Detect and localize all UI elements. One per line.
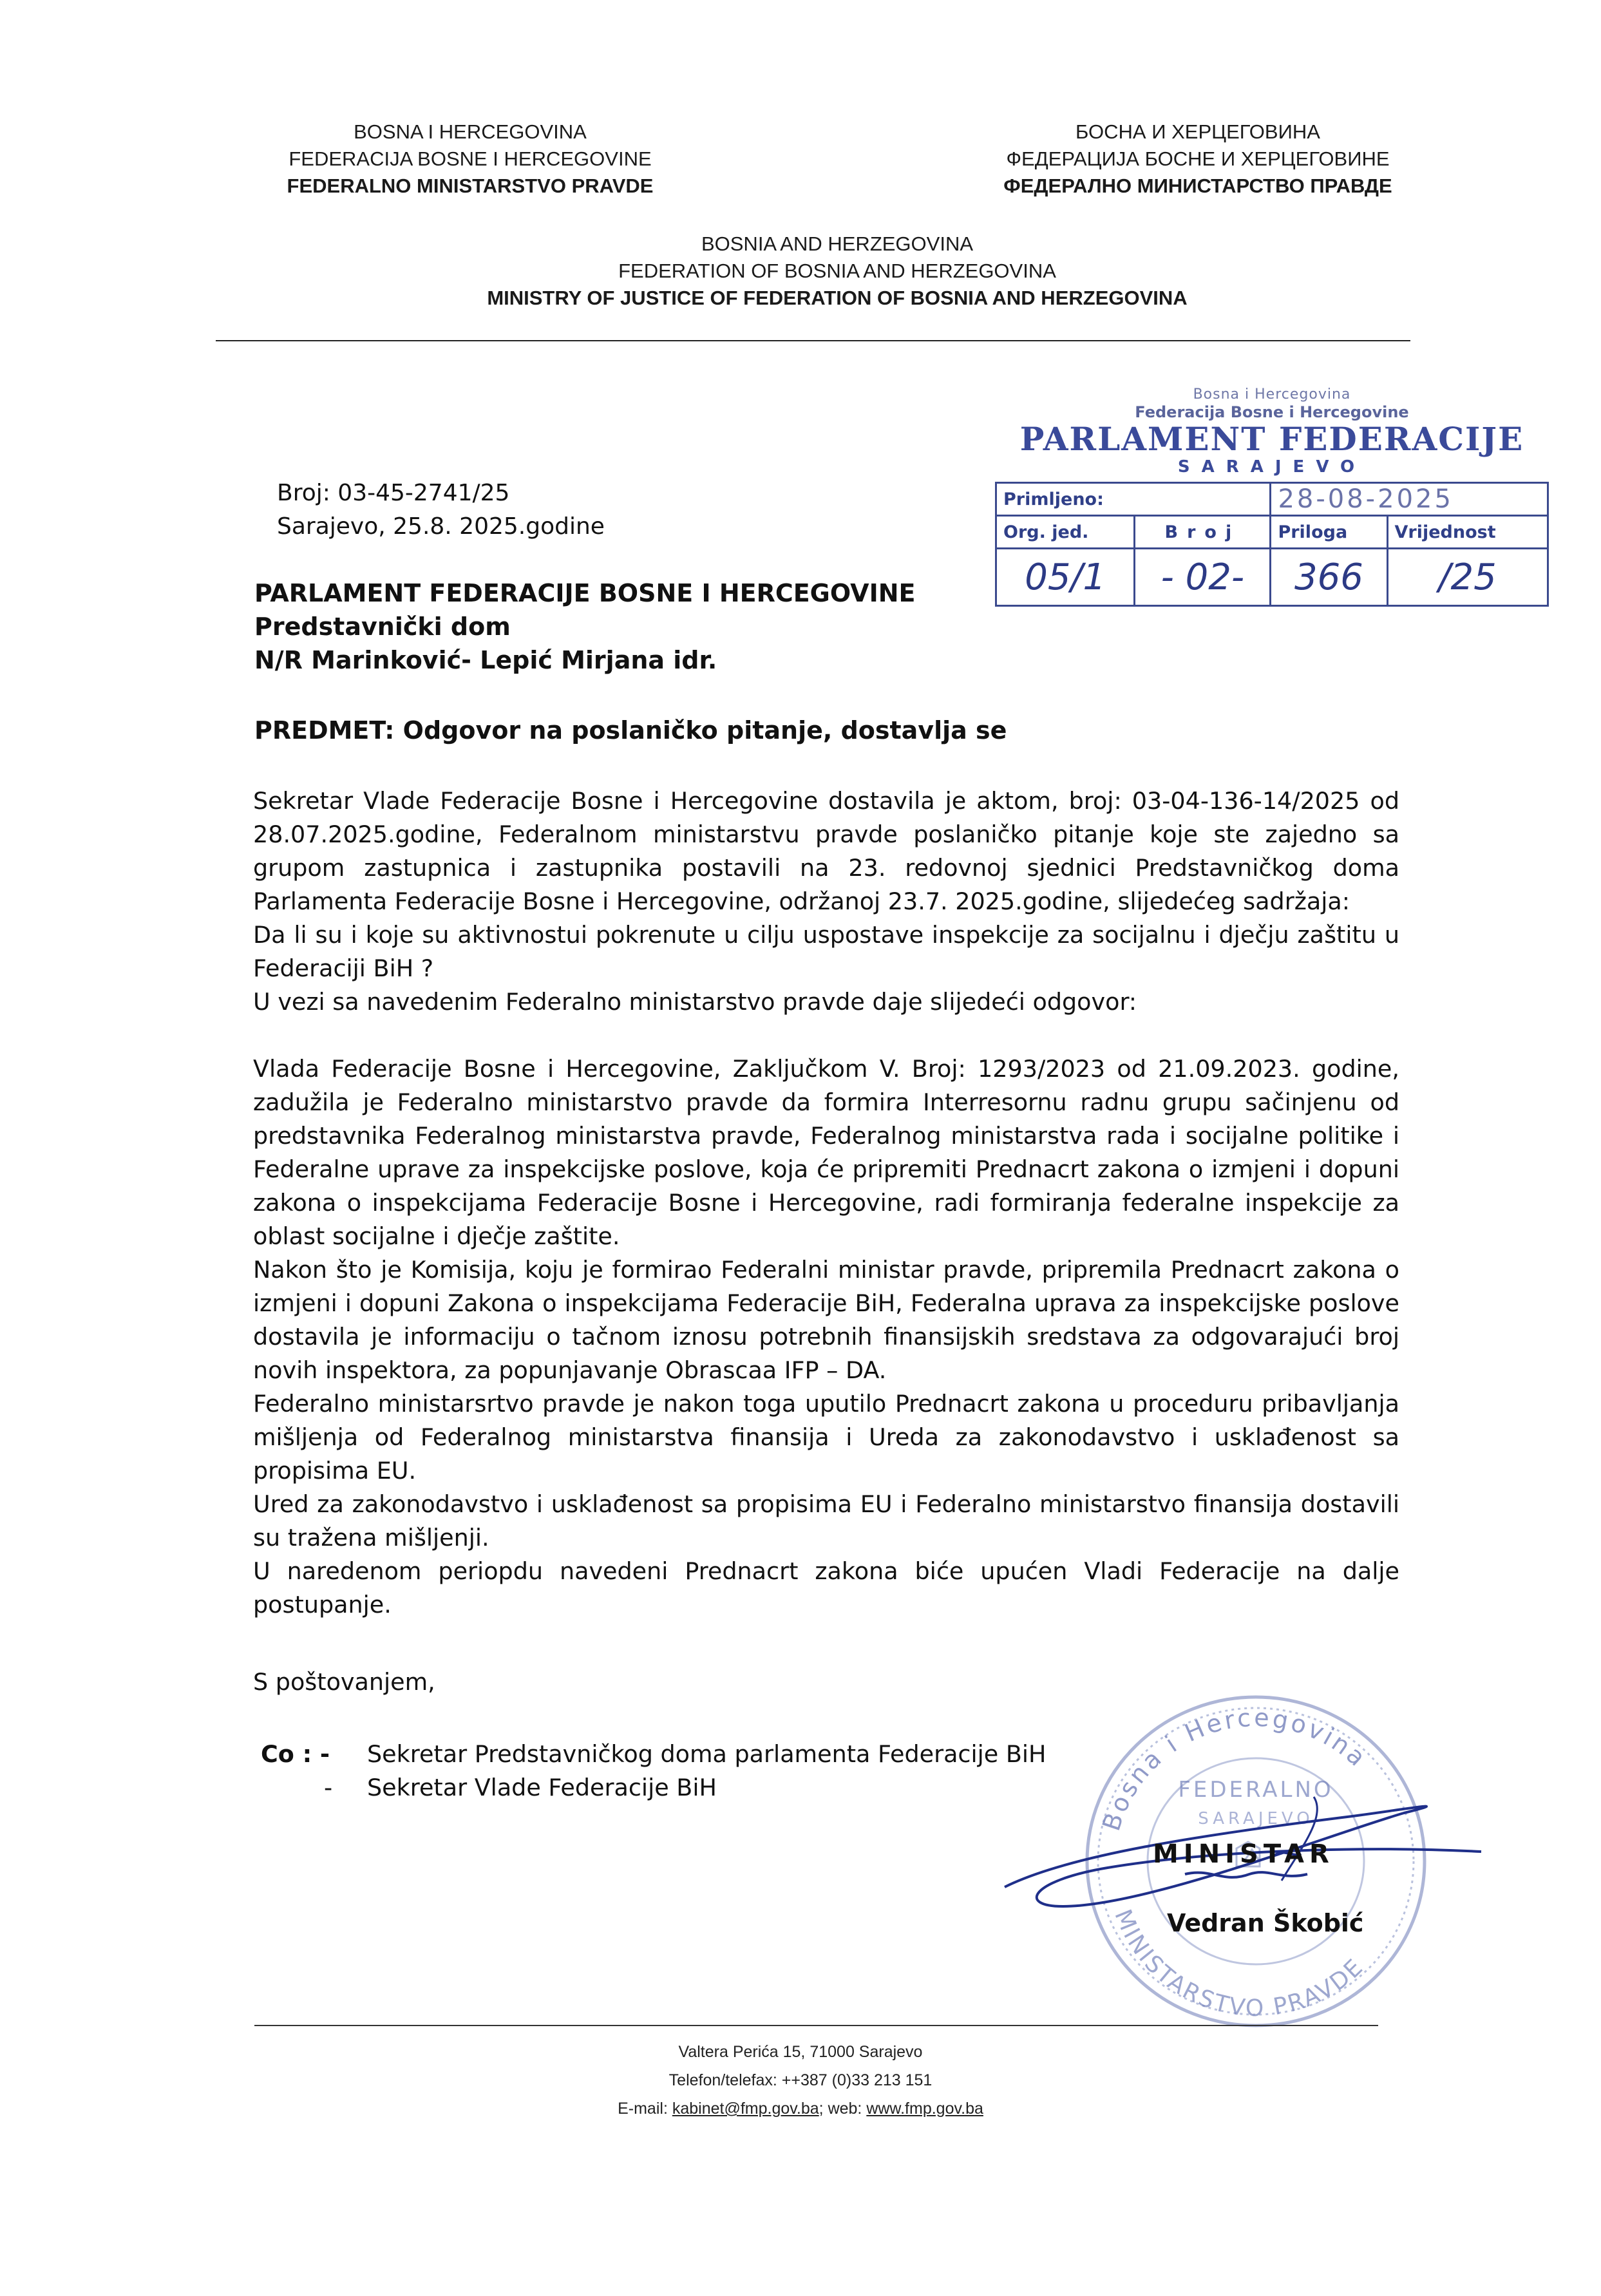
body-paragraph: Federalno ministarsrtvo pravde je nakon toga uputilo Prednacrt zakona u proceduru pribavljanja mišljenja od Federalnog ministarstva finansija i Ureda za zakonodavstvo i usklađenost sa propisima EU. (253, 1390, 1399, 1485)
stamp-city: SARAJEVO (1177, 457, 1367, 477)
footer-web-link[interactable]: www.fmp.gov.ba (866, 2100, 983, 2118)
footer-email-label: E-mail: (618, 2100, 672, 2118)
copies-item: Sekretar Vlade Federacije BiH (367, 1774, 717, 1801)
body-paragraph: Ured za zakonodavstvo i usklađenost sa propisima EU i Federalno ministarstvo finansija dostavili su tražena mišljenji. (253, 1490, 1399, 1551)
footer-address: Valtera Perića 15, 71000 Sarajevo (678, 2043, 923, 2061)
seal-inner-text: FEDERALNO (1178, 1777, 1334, 1803)
stamp-received-date: 28-08-2025 (1271, 483, 1548, 516)
header-cyrillic (934, 119, 1462, 200)
addressee-attention: N/R Marinković- Lepić Mirjana idr. (254, 646, 717, 674)
stamp-col-org: Org. jed. (996, 516, 1135, 549)
stamp-val-org: 05/1 (996, 549, 1135, 606)
addressee-institution: PARLAMENT FEDERACIJE BOSNE I HERCEGOVINE (254, 579, 916, 607)
body-paragraph: U naredenom periopdu navedeni Prednacrt zakona biće upućen Vladi Federacije na dalje postupanje. (253, 1557, 1399, 1618)
seal-city-text: SARAJEVO (1198, 1809, 1314, 1828)
subject-line: PREDMET: Odgovor na poslaničko pitanje, dostavlja se (254, 716, 1007, 745)
header-country-en: BOSNIA AND HERZEGOVINA (701, 232, 974, 255)
closing-salutation: S poštovanjem, (253, 1668, 435, 1696)
copies-item: Sekretar Predstavničkog doma parlamenta Federacije BiH (367, 1740, 1047, 1768)
body-paragraph: Nakon što je Komisija, koju je formirao Federalni ministar pravde, pripremila Prednacrt zakona o izmjeni i dopuni Zakona o inspekcijama Federacije BiH, Federalna uprava za inspekcijske poslove dostavila je informaciju o tačnom iznosu potrebnih finansijskih sredstava za odgovarajući broj novih inspektora, za popunjavanje Obrascaa IFP – DA. (253, 1256, 1399, 1384)
header-country: BOSNA I HERCEGOVINA (354, 120, 587, 143)
reference-date: Sarajevo, 25.8. 2025.godine (277, 513, 605, 540)
body-paragraph: Vlada Federacije Bosne i Hercegovine, Zaključkom V. Broj: 1293/2023 od 21.09.2023. godine, zadužila je Federalno ministarstvo pravde da formira Interresornu radnu grupu sačinjenu od predstavnika Federalnog ministarstva pravde, Federalnog ministarstva rada i socijalne politike i Federalne uprave za inspekcijske poslove, koja će pripremiti Prednacrt zakona o izmjeni i dopuni zakona o inspekcijama Federacije Bosne i Hercegovine, radi formiranja federalne inspekcije za oblast socijalne i dječje zaštite. (253, 1055, 1399, 1250)
reference-number: Broj: 03-45-2741/25 (277, 480, 510, 506)
header-latin (245, 119, 696, 200)
stamp-country: Bosna i Hercegovina (1193, 386, 1351, 403)
header-ministry: FEDERALNO MINISTARSTVO PRAVDE (287, 175, 654, 197)
header-federation-en: FEDERATION OF BOSNIA AND HERZEGOVINA (618, 260, 1056, 282)
copies-label: Co : - (261, 1740, 330, 1768)
stamp-col-broj: Broj (1135, 516, 1271, 549)
header-federation: FEDERACIJA BOSNE I HERCEGOVINE (289, 147, 652, 170)
seal-top-text: Bosna i Hercegovina (1097, 1703, 1373, 1835)
body-question: Da li su i koje su aktivnostui pokrenute u cilju uspostave inspekcije za socijalnu i dječju zaštitu u Federaciji BiH ? (253, 921, 1399, 982)
received-stamp (995, 386, 1549, 657)
footer-divider (254, 2025, 1378, 2026)
reference-block (277, 477, 605, 544)
footer-email-link[interactable]: kabinet@fmp.gov.ba (672, 2100, 819, 2118)
stamp-received-label: Primljeno: (996, 483, 1271, 516)
body-paragraph: Sekretar Vlade Federacije Bosne i Hercegovine dostavila je aktom, broj: 03-04-136-14/2025 od 28.07.2025.godine, Federalnom ministarstvu pravde poslaničko pitanje koje ste zajedno sa grupom zastupnica i zastupnika postavili na 23. redovnoj sjednici Predstavničkog doma Parlamenta Federacije Bosne i Hercegovine, održanoj 23.7. 2025.godine, slijedećeg sadržaja: (253, 787, 1399, 915)
signatory-name: Vedran Škobić (1167, 1909, 1364, 1937)
copies-block (261, 1738, 1046, 1805)
header-english (386, 231, 1288, 312)
addressee-house: Predstavnički dom (254, 612, 511, 641)
body-paragraph: U vezi sa navedenim Federalno ministarstvo pravde daje slijedeći odgovor: (253, 988, 1137, 1016)
header-divider (216, 340, 1410, 341)
signatory-title: MINISTAR (1153, 1839, 1334, 1869)
stamp-table (995, 482, 1549, 607)
stamp-federation: Federacija Bosne i Hercegovine (1135, 403, 1409, 421)
letter-body (253, 784, 1399, 1622)
stamp-title: PARLAMENT FEDERACIJE (1019, 420, 1524, 458)
stamp-val-priloga: 366 (1271, 549, 1387, 606)
stamp-col-vrijednost: Vrijednost (1387, 516, 1548, 549)
stamp-col-priloga: Priloga (1271, 516, 1387, 549)
header-federation-cyr: ФЕДЕРАЦИЈА БОСНЕ И ХЕРЦЕГОВИНЕ (1006, 147, 1390, 170)
footer-phone: Telefon/telefax: ++387 (0)33 213 151 (668, 2071, 933, 2089)
footer (543, 2038, 1058, 2123)
header-country-cyr: БОСНА И ХЕРЦЕГОВИНА (1075, 120, 1320, 143)
copies-dash: - (324, 1774, 333, 1801)
header-ministry-en: MINISTRY OF JUSTICE OF FEDERATION OF BOSNIA AND HERZEGOVINA (487, 287, 1188, 309)
header-ministry-cyr: ФЕДЕРАЛНО МИНИСТАРСТВО ПРАВДЕ (1003, 175, 1392, 197)
footer-contact (543, 2094, 1058, 2123)
footer-web-label: ; web: (819, 2100, 867, 2118)
seal-bottom-text: MINISTARSTVO PRAVDE (1109, 1906, 1370, 2022)
addressee-block (254, 576, 915, 677)
stamp-val-broj: - 02- (1135, 549, 1271, 606)
stamp-val-vrijednost: /25 (1387, 549, 1548, 606)
